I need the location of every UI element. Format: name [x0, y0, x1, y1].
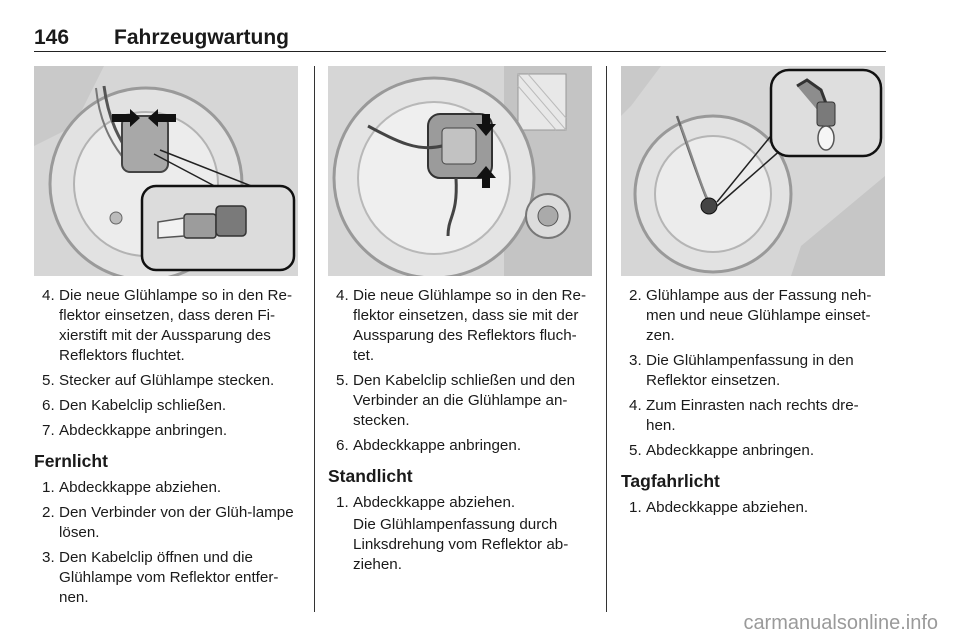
list-item: 1. Abdeckkappe abziehen.: [336, 494, 516, 511]
header-rule: [34, 51, 886, 52]
chapter-title: Fahrzeugwartung: [114, 26, 290, 49]
list-item: 5. Stecker auf Glühlampe stecken.: [42, 372, 275, 389]
list-item: 3. Den Kabelclip öffnen und die Glühlampe vom Reflektor entfer-nen.: [42, 549, 279, 606]
list-item: 5. Abdeckkappe anbringen.: [629, 442, 815, 459]
high-beam-illustration: [328, 66, 592, 276]
section-heading-standlicht: Standlicht: [328, 466, 413, 486]
list-item: 6. Den Kabelclip schließen.: [42, 397, 227, 414]
list-item: 1. Abdeckkappe abziehen.: [42, 479, 222, 496]
headlight-bulb-illustration: [34, 66, 298, 276]
steps-list-3: [621, 286, 885, 523]
column-divider-2: [606, 66, 607, 612]
list-item: 1. Abdeckkappe abziehen.: [629, 499, 809, 516]
steps-list-1: [34, 286, 298, 613]
step-note: Die Glühlampenfassung durch Linksdrehung vom Reflektor ab-ziehen.: [353, 516, 569, 573]
section-heading-fernlicht: Fernlicht: [34, 451, 108, 471]
column-divider-1: [314, 66, 315, 612]
section-heading-tagfahrlicht: Tagfahrlicht: [621, 471, 720, 491]
parking-light-illustration: [621, 66, 885, 276]
list-item: 2. Den Verbinder von der Glüh-lampe lösen.: [42, 504, 294, 541]
list-item: 6. Abdeckkappe anbringen.: [336, 437, 522, 454]
list-item: 2. Glühlampe aus der Fassung neh-men und neue Glühlampe einset-zen.: [629, 287, 872, 344]
list-item: 3. Die Glühlampenfassung in den Reflektor einsetzen.: [629, 352, 854, 389]
list-item: 5. Den Kabelclip schließen und den Verbinder an die Glühlampe an-stecken.: [336, 372, 576, 429]
watermark: carmanualsonline.info: [743, 612, 938, 634]
list-item: 4. Zum Einrasten nach rechts dre-hen.: [629, 397, 859, 434]
list-item: 4. Die neue Glühlampe so in den Re-flektor einsetzen, dass deren Fi-xierstift mit der Aussparung des Reflektors fluchtet.: [42, 287, 293, 364]
steps-list-2: [328, 286, 592, 575]
page-number: 146: [34, 26, 70, 49]
list-item: 7. Abdeckkappe anbringen.: [42, 422, 228, 439]
list-item: 4. Die neue Glühlampe so in den Re-flektor einsetzen, dass sie mit der Aussparung des Reflektors fluch-tet.: [336, 287, 587, 364]
